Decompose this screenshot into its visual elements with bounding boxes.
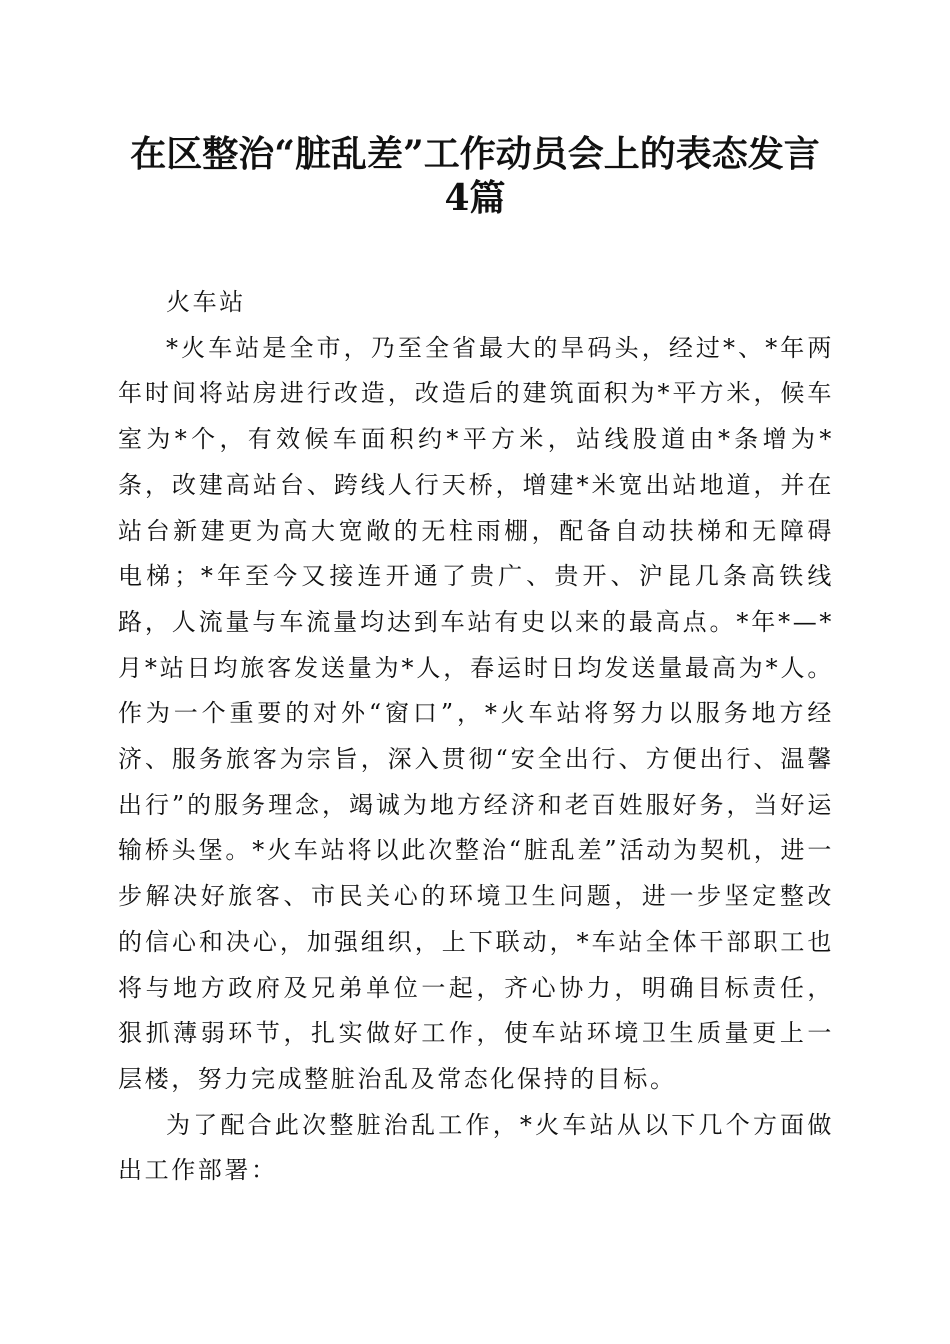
title-line-1: 在区整治“脏乱差”工作动员会上的表态发言 [130, 133, 820, 175]
title-line-2: 4篇 [444, 177, 506, 219]
document-body [118, 280, 834, 1194]
paragraph-heading: 火车站 [166, 288, 246, 316]
document-title [0, 132, 950, 220]
paragraph: *火车站是全市，乃至全省最大的旱码头，经过*、*年两年时间将站房进行改造，改造后的建筑面积为*平方米，候车室为*个，有效候车面积约*平方米，站线股道由*条增为*条，改建高站台、跨线人行天桥，增建*米宽出站地道，并在站台新建更为高大宽敞的无柱雨棚，配备自动扶梯和无障碍电梯；*年至今又接连开通了贵广、贵开、沪昆几条高铁线路，人流量与车流量均达到车站有史以来的最高点。*年*—*月*站日均旅客发送量为*人，春运时日均发送量最高为*人。作为一个重要的对外“窗口”，*火车站将努力以服务地方经济、服务旅客为宗旨，深入贯彻“安全出行、方便出行、温馨出行”的服务理念，竭诚为地方经济和老百姓服好务，当好运输桥头堡。*火车站将以此次整治“脏乱差”活动为契机，进一步解决好旅客、市民关心的环境卫生问题，进一步坚定整改的信心和决心，加强组织，上下联动，*车站全体干部职工也将与地方政府及兄弟单位一起，齐心协力，明确目标责任，狠抓薄弱环节，扎实做好工作，使车站环境卫生质量更上一层楼，努力完成整脏治乱及常态化保持的目标。 [118, 333, 834, 1093]
paragraph: 为了配合此次整脏治乱工作，*火车站从以下几个方面做出工作部署： [118, 1110, 834, 1185]
